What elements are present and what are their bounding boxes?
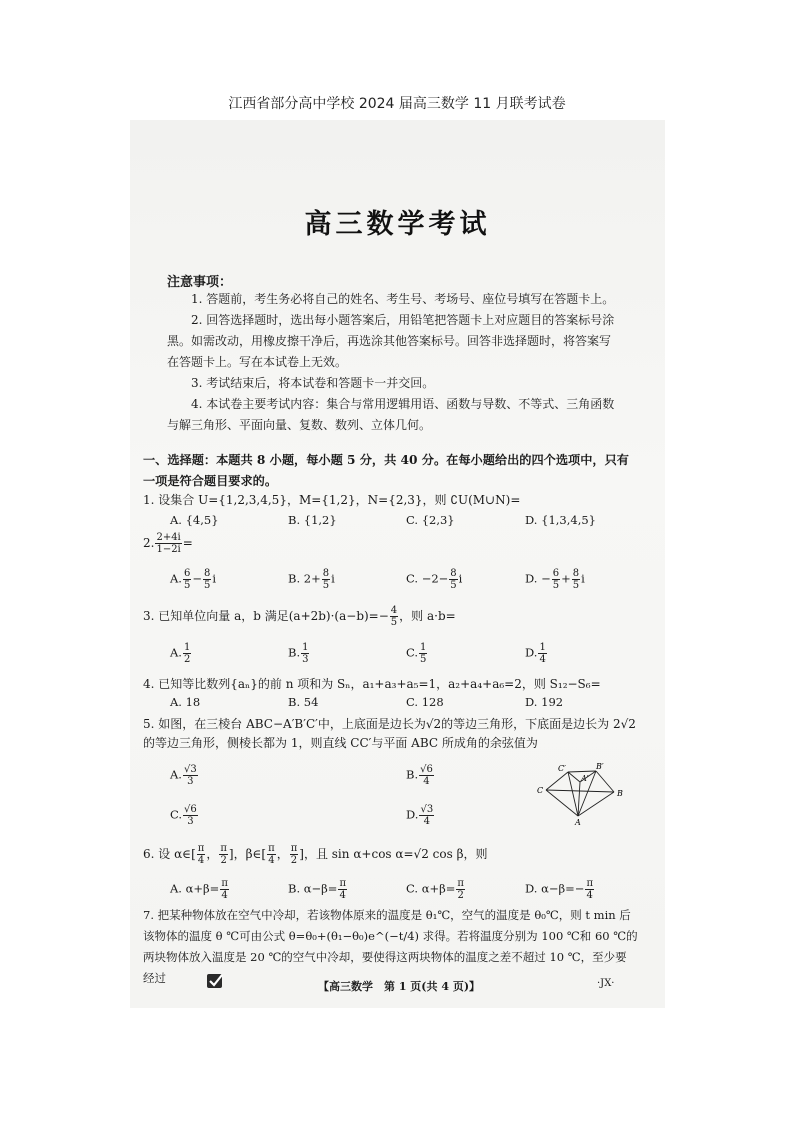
q6-option-b: B. α−β= $\frac{\pi}{4}$ — [288, 878, 347, 901]
q5-option-a: A. $\frac{√3}{3}$ — [170, 764, 197, 787]
label-b-prime: B′ — [596, 762, 604, 771]
label-c-prime: C′ — [558, 764, 566, 773]
question-3-stem: 3. 已知单位向量 a，b 满足(a+2b)·(a−b)=− $\frac{4}{5}$ ，则 a·b= — [143, 605, 456, 628]
q5-option-b: B. $\frac{√6}{4}$ — [406, 764, 433, 787]
document-title: 江西省部分高中学校 2024 届高三数学 11 月联考试卷 — [228, 96, 566, 112]
notice-item-3: 3. 考试结束后，将本试卷和答题卡一并交回。 — [191, 376, 435, 390]
frustum-figure — [528, 760, 632, 826]
q2-option-a: A. $\frac{6}{5}$ − $\frac{8}{5}$ i — [170, 568, 217, 591]
notice-item-1: 1. 答题前，考生务必将自己的姓名、考生号、考场号、座位号填写在答题卡上。 — [191, 292, 615, 306]
label-a-prime: A′ — [581, 774, 589, 783]
q2-option-d: D. − $\frac{6}{5}$ + $\frac{8}{5}$ i — [525, 568, 585, 591]
section-heading: 一、选择题：本题共 8 小题，每小题 5 分，共 40 分。在每小题给出的四个选项中，只有一项是符合题目要求的。 — [143, 453, 629, 488]
question-6-stem: 6. 设 α∈[ $\frac{\pi}{4}$ ， $\frac{\pi}{2}$ ]，β∈[ $\frac{\pi}{4}$ ， $\frac{\pi}{2}$ ]，且 sin α+cos α=√2 cos β，则 — [143, 843, 488, 866]
q6-option-d: D. α−β=− $\frac{\pi}{4}$ — [525, 878, 594, 901]
q4-option-c: C. 128 — [406, 695, 444, 709]
q3-option-b: B. $\frac{1}{3}$ — [288, 642, 309, 665]
q3-option-a: A. $\frac{1}{2}$ — [170, 642, 191, 665]
notice-item-4: 4. 本试卷主要考试内容：集合与常用逻辑用语、函数与导数、不等式、三角函数与解三角形、平面向量、复数、数列、立体几何。 — [167, 397, 615, 432]
label-b: B — [617, 789, 623, 798]
page-footer: 【高三数学 第 1 页(共 4 页)】 — [318, 980, 481, 993]
question-7-stem: 7. 把某种物体放在空气中冷却，若该物体原来的温度是 θ₁℃，空气的温度是 θ₀℃，则 t min 后该物体的温度 θ ℃可由公式 θ=θ₀+(θ₁−θ₀)e^(−t/4) 求得。若将温度分别为 100 ℃和 60 ℃的两块物体放入温度是 20 ℃的空气中冷却，要使得这两块物体的温度之差不超过 10 ℃，至少要经过 — [143, 908, 638, 985]
q3-option-c: C. $\frac{1}{5}$ — [406, 642, 427, 665]
q1-option-a: A. {4,5} — [170, 513, 219, 527]
q5-option-d: D. $\frac{√3}{4}$ — [406, 804, 434, 827]
q4-option-a: A. 18 — [170, 695, 201, 709]
question-2-stem: 2. $\frac{2+4i}{1-2i}$ = — [143, 532, 193, 555]
q5-option-c: C. $\frac{√6}{3}$ — [170, 804, 197, 827]
q2-option-c: C. −2− $\frac{8}{5}$ i — [406, 568, 463, 591]
exam-title: 高三数学考试 — [304, 209, 491, 240]
footer-tag: ·JX· — [597, 978, 615, 989]
q6-option-a: A. α+β= $\frac{\pi}{4}$ — [170, 878, 228, 901]
q6-option-c: C. α+β= $\frac{\pi}{2}$ — [406, 878, 464, 901]
q1-option-d: D. {1,3,4,5} — [525, 513, 596, 527]
frustum-diagram — [528, 760, 632, 826]
notice-item-2: 2. 回答选择题时，选出每小题答案后，用铅笔把答题卡上对应题目的答案标号涂黑。如需改动，用橡皮擦干净后，再选涂其他答案标号。回答非选择题时，将答案写在答题卡上。写在本试卷上无效。 — [167, 313, 615, 369]
question-5-stem: 5. 如图，在三棱台 ABC−A′B′C′中，上底面是边长为√2的等边三角形，下底面是边长为 2√2 的等边三角形，侧棱长都为 1，则直线 CC′与平面 ABC 所成角的余弦值为 — [143, 717, 636, 750]
label-c: C — [537, 786, 544, 795]
notice-heading: 注意事项： — [167, 275, 233, 290]
label-a: A — [575, 818, 581, 826]
q2-option-b: B. 2+ $\frac{8}{5}$ i — [288, 568, 335, 591]
question-4-stem: 4. 已知等比数列{aₙ}的前 n 项和为 Sₙ，a₁+a₃+a₅=1，a₂+a₄+a₆=2，则 S₁₂−S₆= — [143, 677, 601, 691]
question-1-stem: 1. 设集合 U={1,2,3,4,5}，M={1,2}，N={2,3}，则 ∁U(M∪N)= — [143, 493, 521, 507]
q1-option-b: B. {1,2} — [288, 513, 337, 527]
q1-option-c: C. {2,3} — [406, 513, 455, 527]
checkbox-icon — [206, 972, 224, 990]
q4-option-d: D. 192 — [525, 695, 564, 709]
scanned-paper — [130, 120, 665, 1008]
q3-option-d: D. $\frac{1}{4}$ — [525, 642, 546, 665]
q4-option-b: B. 54 — [288, 695, 319, 709]
